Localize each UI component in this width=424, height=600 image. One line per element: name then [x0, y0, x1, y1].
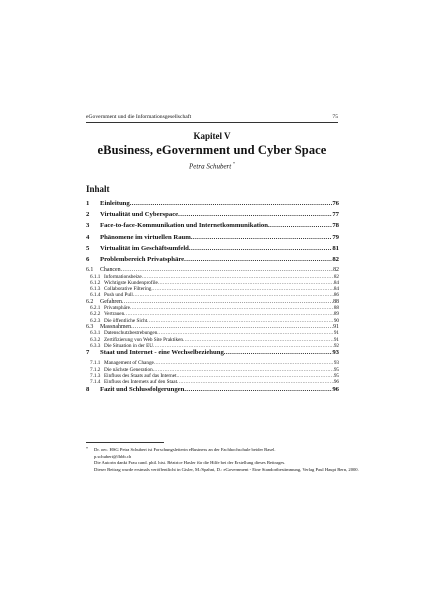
- toc-entry-title: Informationsbeize: [104, 273, 142, 280]
- toc-entry-number: 6.3: [86, 323, 94, 330]
- chapter-label: Kapitel V: [193, 131, 231, 141]
- toc-entry-title: Einfluss des Staats auf das Internet: [104, 373, 177, 380]
- toc-dot-leader: [189, 245, 332, 252]
- toc-entry[interactable]: [86, 200, 339, 211]
- toc-entry-title: Die öffentliche Sicht: [104, 317, 148, 324]
- toc-entry-page: 82: [333, 267, 339, 274]
- toc-entry-number: 6.2: [86, 298, 94, 305]
- author-name: Petra Schubert: [189, 162, 232, 171]
- toc-dot-leader: [177, 379, 334, 385]
- toc-dot-leader: [142, 274, 334, 280]
- toc-entry-page: 84: [333, 279, 339, 286]
- toc-entry-number: 7.1.3: [90, 373, 101, 380]
- toc-entry-page: 96: [333, 379, 339, 386]
- toc-entry-page: 88: [333, 298, 339, 305]
- footnote-line: Die Autorin dankt Frau cand. phil. hist. Béatrice Hasler für die Hilfe bei der Erstellung dieses Beitrages.: [94, 460, 286, 466]
- toc-entry-number: 6.1.1: [90, 273, 101, 280]
- toc-entry-page: 91: [333, 330, 339, 337]
- toc-entry[interactable]: [86, 349, 339, 360]
- header-rule: [86, 122, 338, 123]
- toc-entry-title: Zertifizierung von Web Site Praktiken: [104, 336, 184, 343]
- toc-entry-page: 76: [332, 200, 339, 207]
- toc-entry-number: 6.2.1: [90, 305, 101, 312]
- toc-entry-page: 92: [333, 342, 339, 349]
- toc-entry-number: 5: [86, 244, 90, 252]
- toc-dot-leader: [122, 299, 333, 305]
- toc-entry-page: 93: [333, 360, 339, 367]
- toc-entry-title: Die Situation in der EU: [104, 342, 153, 349]
- toc-entry-number: 6: [86, 255, 90, 263]
- running-header: [86, 114, 338, 120]
- toc-entry-page: 96: [332, 385, 339, 393]
- toc-dot-leader: [183, 337, 334, 343]
- toc-entry-title: Einfluss des Internets auf den Staat: [104, 379, 178, 386]
- toc-entry-title: Fazit und Schlussfolgerungen: [100, 385, 185, 393]
- toc-dot-leader: [153, 343, 334, 349]
- toc-entry-page: 82: [332, 255, 339, 263]
- toc-entry-title: Staat und Internet - eine Wechselbeziehung: [100, 349, 224, 357]
- footnote-line: Dieser Beitrag wurde erstmals veröffentlicht in Gisler, M./Spahni, D.: eGovernment - Eine Standortbestimmung, Verlag Paul Haupt Bern, 2000.: [94, 466, 359, 472]
- toc-entry-number: 7.1.1: [90, 360, 101, 367]
- toc-entry-number: 6.2.3: [90, 317, 101, 324]
- toc-entry-page: 95: [333, 373, 339, 380]
- toc-dot-leader: [191, 234, 332, 241]
- toc-entry-page: 95: [333, 366, 339, 373]
- toc-dot-leader: [184, 256, 332, 263]
- toc-entry-number: 6.3.3: [90, 342, 101, 349]
- toc-entry[interactable]: [86, 222, 339, 233]
- toc-entry-title: Wichtigste Kundenprofile: [104, 279, 158, 286]
- toc-entry-title: Phänomene im virtuellen Raum: [100, 233, 191, 241]
- toc-heading: Inhalt: [86, 184, 110, 194]
- toc-entry-page: 91: [333, 323, 339, 330]
- author-footnote-mark: *: [232, 161, 235, 166]
- toc-entry-title: Chancen: [100, 267, 121, 274]
- toc-entry-number: 6.3.1: [90, 330, 101, 337]
- toc-entry-number: 4: [86, 233, 90, 241]
- toc-entry[interactable]: [86, 245, 339, 256]
- toc-entry-title: Management of Change: [104, 360, 154, 367]
- toc-entry-title: Die nächste Generation: [104, 366, 153, 373]
- chapter-title: eBusiness, eGovernment und Cyber Space: [97, 143, 327, 157]
- toc-entry-title: Massnahmen: [100, 323, 132, 330]
- toc-dot-leader: [131, 324, 333, 330]
- toc-dot-leader: [176, 373, 333, 379]
- toc-entry-number: 6.1.3: [90, 286, 101, 293]
- toc-entry-number: 8: [86, 385, 90, 393]
- toc-entry[interactable]: [86, 256, 339, 267]
- table-of-contents: [86, 200, 339, 397]
- toc-entry-title: Privatsphäre: [104, 305, 130, 312]
- toc-entry-page: 79: [332, 233, 339, 241]
- toc-dot-leader: [158, 280, 334, 286]
- toc-entry-page: 88: [333, 305, 339, 312]
- toc-entry-title: Virtualität im Geschäftsumfeld: [100, 244, 189, 252]
- toc-dot-leader: [147, 318, 334, 324]
- toc-dot-leader: [130, 200, 333, 207]
- toc-entry-page: 81: [332, 244, 339, 252]
- toc-dot-leader: [184, 386, 332, 393]
- toc-dot-leader: [130, 305, 334, 311]
- toc-entry-page: 86: [333, 292, 339, 299]
- toc-entry-number: 1: [86, 200, 90, 207]
- toc-entry[interactable]: [86, 211, 339, 222]
- toc-dot-leader: [133, 292, 334, 298]
- toc-entry-title: Collaborative Filtering: [104, 286, 152, 293]
- toc-entry-page: 91: [333, 336, 339, 343]
- toc-entry-number: 6.3.2: [90, 336, 101, 343]
- toc-dot-leader: [124, 311, 334, 317]
- toc-entry-title: Virtualität und Cyberspace: [100, 211, 179, 219]
- toc-dot-leader: [268, 222, 332, 229]
- toc-entry-number: 3: [86, 222, 90, 230]
- toc-entry-title: Push und Pull: [104, 292, 133, 299]
- toc-entry-number: 7: [86, 349, 90, 357]
- toc-entry-title: Problembereich Privatsphäre: [100, 255, 185, 263]
- toc-entry-number: 7.1.4: [90, 379, 101, 386]
- toc-entry-number: 2: [86, 211, 90, 219]
- toc-entry-number: 7.1.2: [90, 366, 101, 373]
- toc-dot-leader: [224, 349, 333, 356]
- toc-entry-page: 84: [333, 286, 339, 293]
- toc-entry-title: Vertrauen: [104, 311, 125, 318]
- author-line: [0, 161, 424, 170]
- toc-entry-number: 6.1: [86, 267, 94, 274]
- toc-entry[interactable]: [86, 386, 339, 397]
- toc-entry-page: 77: [332, 211, 339, 219]
- toc-dot-leader: [121, 267, 334, 273]
- toc-entry-title: Datenschutzbestrebungen: [104, 330, 158, 337]
- toc-entry-page: 89: [333, 311, 339, 318]
- toc-dot-leader: [151, 286, 333, 292]
- toc-dot-leader: [153, 367, 334, 373]
- toc-entry-number: 6.1.4: [90, 292, 101, 299]
- toc-entry-number: 6.1.2: [90, 279, 101, 286]
- footnote-line: p.schubert@fhbb.ch: [94, 453, 132, 459]
- footnote-mark: *: [86, 446, 88, 451]
- toc-entry-page: 93: [332, 349, 339, 357]
- running-header-title: eGovernment und die Informationsgesellschaft: [86, 114, 192, 120]
- toc-entry-page: 90: [333, 317, 339, 324]
- footnote-line: Dr. oec. HSG Petra Schubert ist Forschungsleiterin eBusiness an der Fachhochschule beider Basel.: [94, 447, 276, 452]
- toc-entry[interactable]: [86, 234, 339, 245]
- toc-entry-title: Face-to-face-Kommunikation und Internetkommunikation: [100, 222, 268, 230]
- toc-entry-page: 78: [332, 222, 339, 230]
- toc-entry-title: Einleitung: [100, 200, 130, 207]
- footnote: [86, 446, 359, 473]
- toc-dot-leader: [178, 211, 332, 218]
- toc-dot-leader: [154, 360, 334, 366]
- footnote-rule: [86, 442, 164, 443]
- toc-dot-leader: [157, 330, 334, 336]
- toc-entry-title: Gefahren: [100, 298, 122, 305]
- toc-entry-page: 82: [333, 273, 339, 280]
- toc-entry-number: 6.2.2: [90, 311, 101, 318]
- page-number: 75: [332, 114, 338, 120]
